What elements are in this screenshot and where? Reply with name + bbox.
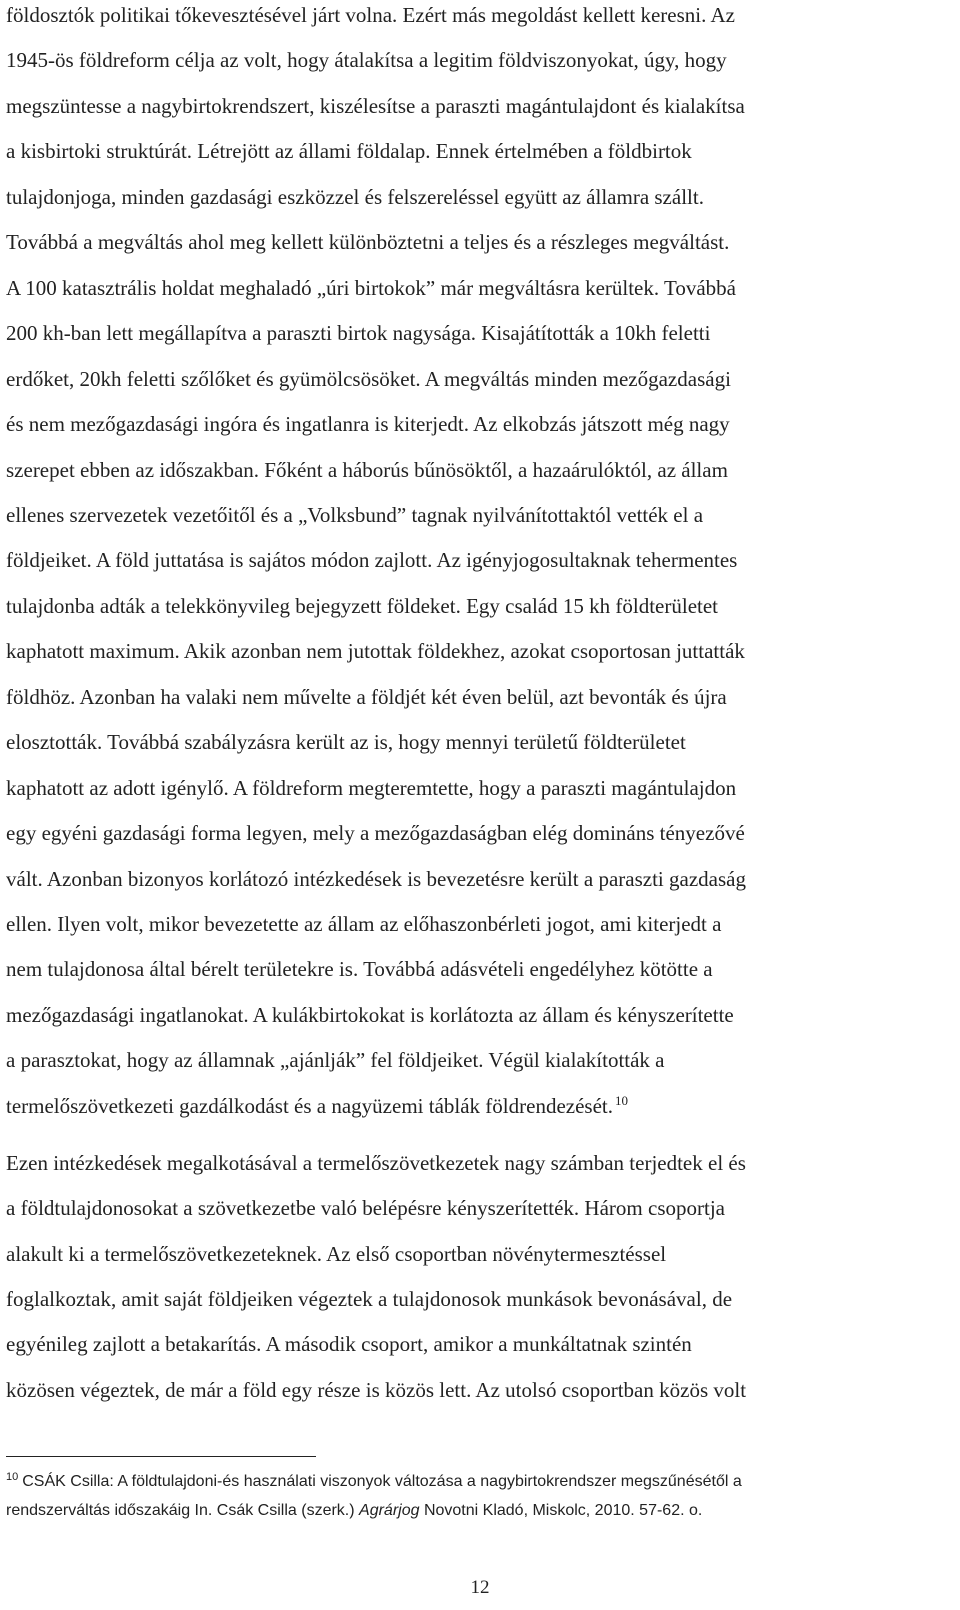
text-line [6, 137, 931, 165]
text-line [6, 1046, 931, 1074]
footnote-number: 10 [6, 1470, 19, 1483]
text-line [6, 92, 931, 120]
text-line-content: A 100 katasztrális holdat meghaladó „úri birtokok” már megváltásra kerültek. Továbbá [6, 275, 736, 300]
text-line-content: tulajdonba adták a telekkönyvileg bejegyzett földeket. Egy család 15 kh földterületet [6, 593, 719, 618]
text-line-content: alakult ki a termelőszövetkezeteknek. Az első csoportban növénytermesztéssel [6, 1241, 667, 1266]
text-line-content: foglalkoztak, amit saját földjeiken végeztek a tulajdonosok munkások bevonásával, de [6, 1286, 733, 1311]
text-line-content: kaphatott az adott igénylő. A földreform megteremtette, hogy a paraszti magántulajdon [6, 775, 737, 800]
text-line [6, 1092, 931, 1120]
text-line [6, 819, 931, 847]
footnote-reference[interactable]: 10 [614, 1092, 628, 1108]
text-line-content: a kisbirtoki struktúrát. Létrejött az állami földalap. Ennek értelmében a földbirtok [6, 139, 692, 164]
text-line [6, 592, 931, 620]
text-line-content: szerepet ebben az időszakban. Főként a háborús bűnösöktől, a hazaárulóktól, az állam [6, 457, 728, 482]
text-line [6, 1240, 931, 1268]
text-line [6, 228, 931, 256]
footnote-text-2b: Novotni Kladó, Miskolc, 2010. 57-62. o. [419, 1502, 703, 1519]
footnote-title-italic: Agrárjog [359, 1502, 420, 1519]
text-line [6, 274, 931, 302]
text-line [6, 1285, 931, 1313]
text-line-content: megszüntesse a nagybirtokrendszert, kiszélesítse a paraszti magántulajdont és kialakítsa [6, 93, 745, 118]
text-line-content: tulajdonjoga, minden gazdasági eszközzel és felszereléssel együtt az államra szállt. [6, 184, 704, 209]
text-line [6, 365, 931, 393]
footnote-line-1 [6, 1470, 931, 1494]
text-line [6, 546, 931, 574]
text-line [6, 319, 931, 347]
text-line-content: 200 kh-ban lett megállapítva a paraszti birtok nagysága. Kisajátították a 10kh feletti [6, 321, 711, 346]
text-line-content: Ezen intézkedések megalkotásával a termelőszövetkezetek nagy számban terjedtek el és [6, 1151, 746, 1175]
text-line-content: Továbbá a megváltás ahol meg kellett különböztetni a teljes és a részleges megváltást. [6, 230, 730, 255]
page-number: 12 [470, 1577, 490, 1598]
text-line-content: közösen végeztek, de már a föld egy része is közös lett. Az utolsó csoportban közös volt [6, 1377, 747, 1402]
text-line-content: mezőgazdasági ingatlanokat. A kulákbirtokokat is korlátozta az állam és kényszerítette [6, 1002, 734, 1027]
text-line-content: ellen. Ilyen volt, mikor bevezetette az állam az előhaszonbérleti jogot, ami kiterjedt a [6, 912, 722, 936]
text-line-content: egy egyéni gazdasági forma legyen, mely a mezőgazdaságban elég domináns tényezővé [6, 821, 745, 846]
text-line [6, 183, 931, 211]
text-line-content: és nem mezőgazdasági ingóra és ingatlanra is kiterjedt. Az elkobzás játszott még nagy [6, 412, 730, 437]
text-line [6, 728, 931, 756]
text-line-content: kaphatott maximum. Akik azonban nem jutottak földekhez, azokat csoportosan juttatták [6, 639, 745, 664]
text-line [6, 1330, 931, 1358]
text-line-content: földhöz. Azonban ha valaki nem művelte a földjét két éven belül, azt bevonták és újra [6, 684, 727, 709]
text-line-content: a földtulajdonosokat a szövetkezetbe való belépésre kényszerítették. Három csoportja [6, 1196, 725, 1221]
text-line [6, 46, 931, 74]
text-line [6, 1, 931, 29]
text-line-content: vált. Azonban bizonyos korlátozó intézkedések is bevezetésre került a paraszti gazdaság [6, 866, 746, 891]
text-line [6, 637, 931, 665]
text-line-content: földjeiket. A föld juttatása is sajátos módon zajlott. Az igényjogosultaknak tehermentes [6, 548, 738, 573]
text-line [6, 456, 931, 484]
text-line-content: termelőszövetkezeti gazdálkodást és a nagyüzemi táblák földrendezését. [6, 1093, 613, 1118]
text-line [6, 683, 931, 711]
text-line [6, 410, 931, 438]
text-line-content: 1945-ös földreform célja az volt, hogy átalakítsa a legitim földviszonyokat, úgy, hogy [6, 48, 727, 73]
text-line-content: egyénileg zajlott a betakarítás. A második csoport, amikor a munkáltatnak szintén [6, 1332, 692, 1357]
footnote-line-2 [6, 1499, 931, 1523]
text-line [6, 1376, 931, 1404]
text-line [6, 1149, 931, 1177]
text-line-content: földosztók politikai tőkevesztésével járt volna. Ezért más megoldást kellett keresni. Az [6, 3, 735, 27]
text-line [6, 774, 931, 802]
text-line-content: erdőket, 20kh feletti szőlőket és gyümölcsösöket. A megváltás minden mezőgazdasági [6, 366, 731, 391]
footnote-separator [6, 1456, 316, 1457]
text-line [6, 1194, 931, 1222]
text-line-content: ellenes szervezetek vezetőitől és a „Volksbund” tagnak nyilvánítottaktól vették el a [6, 502, 704, 527]
text-line [6, 501, 931, 529]
text-line-content: a parasztokat, hogy az államnak „ajánlják” fel földjeiket. Végül kialakították a [6, 1048, 665, 1073]
text-line [6, 955, 931, 983]
text-line-content: nem tulajdonosa által bérelt területekre is. Továbbá adásvételi engedélyhez kötötte a [6, 957, 713, 982]
footnote-text-2a: rendszerváltás időszakáig In. Csák Csilla (szerk.) [6, 1502, 360, 1519]
footnote-text-1: CSÁK Csilla: A földtulajdoni-és használati viszonyok változása a nagybirtokrendszer megszűnésétől a [22, 1473, 742, 1490]
text-line [6, 910, 931, 938]
text-line [6, 865, 931, 893]
text-line [6, 1001, 931, 1029]
text-line-content: elosztották. Továbbá szabályzásra került az is, hogy mennyi területű földterületet [6, 730, 686, 755]
